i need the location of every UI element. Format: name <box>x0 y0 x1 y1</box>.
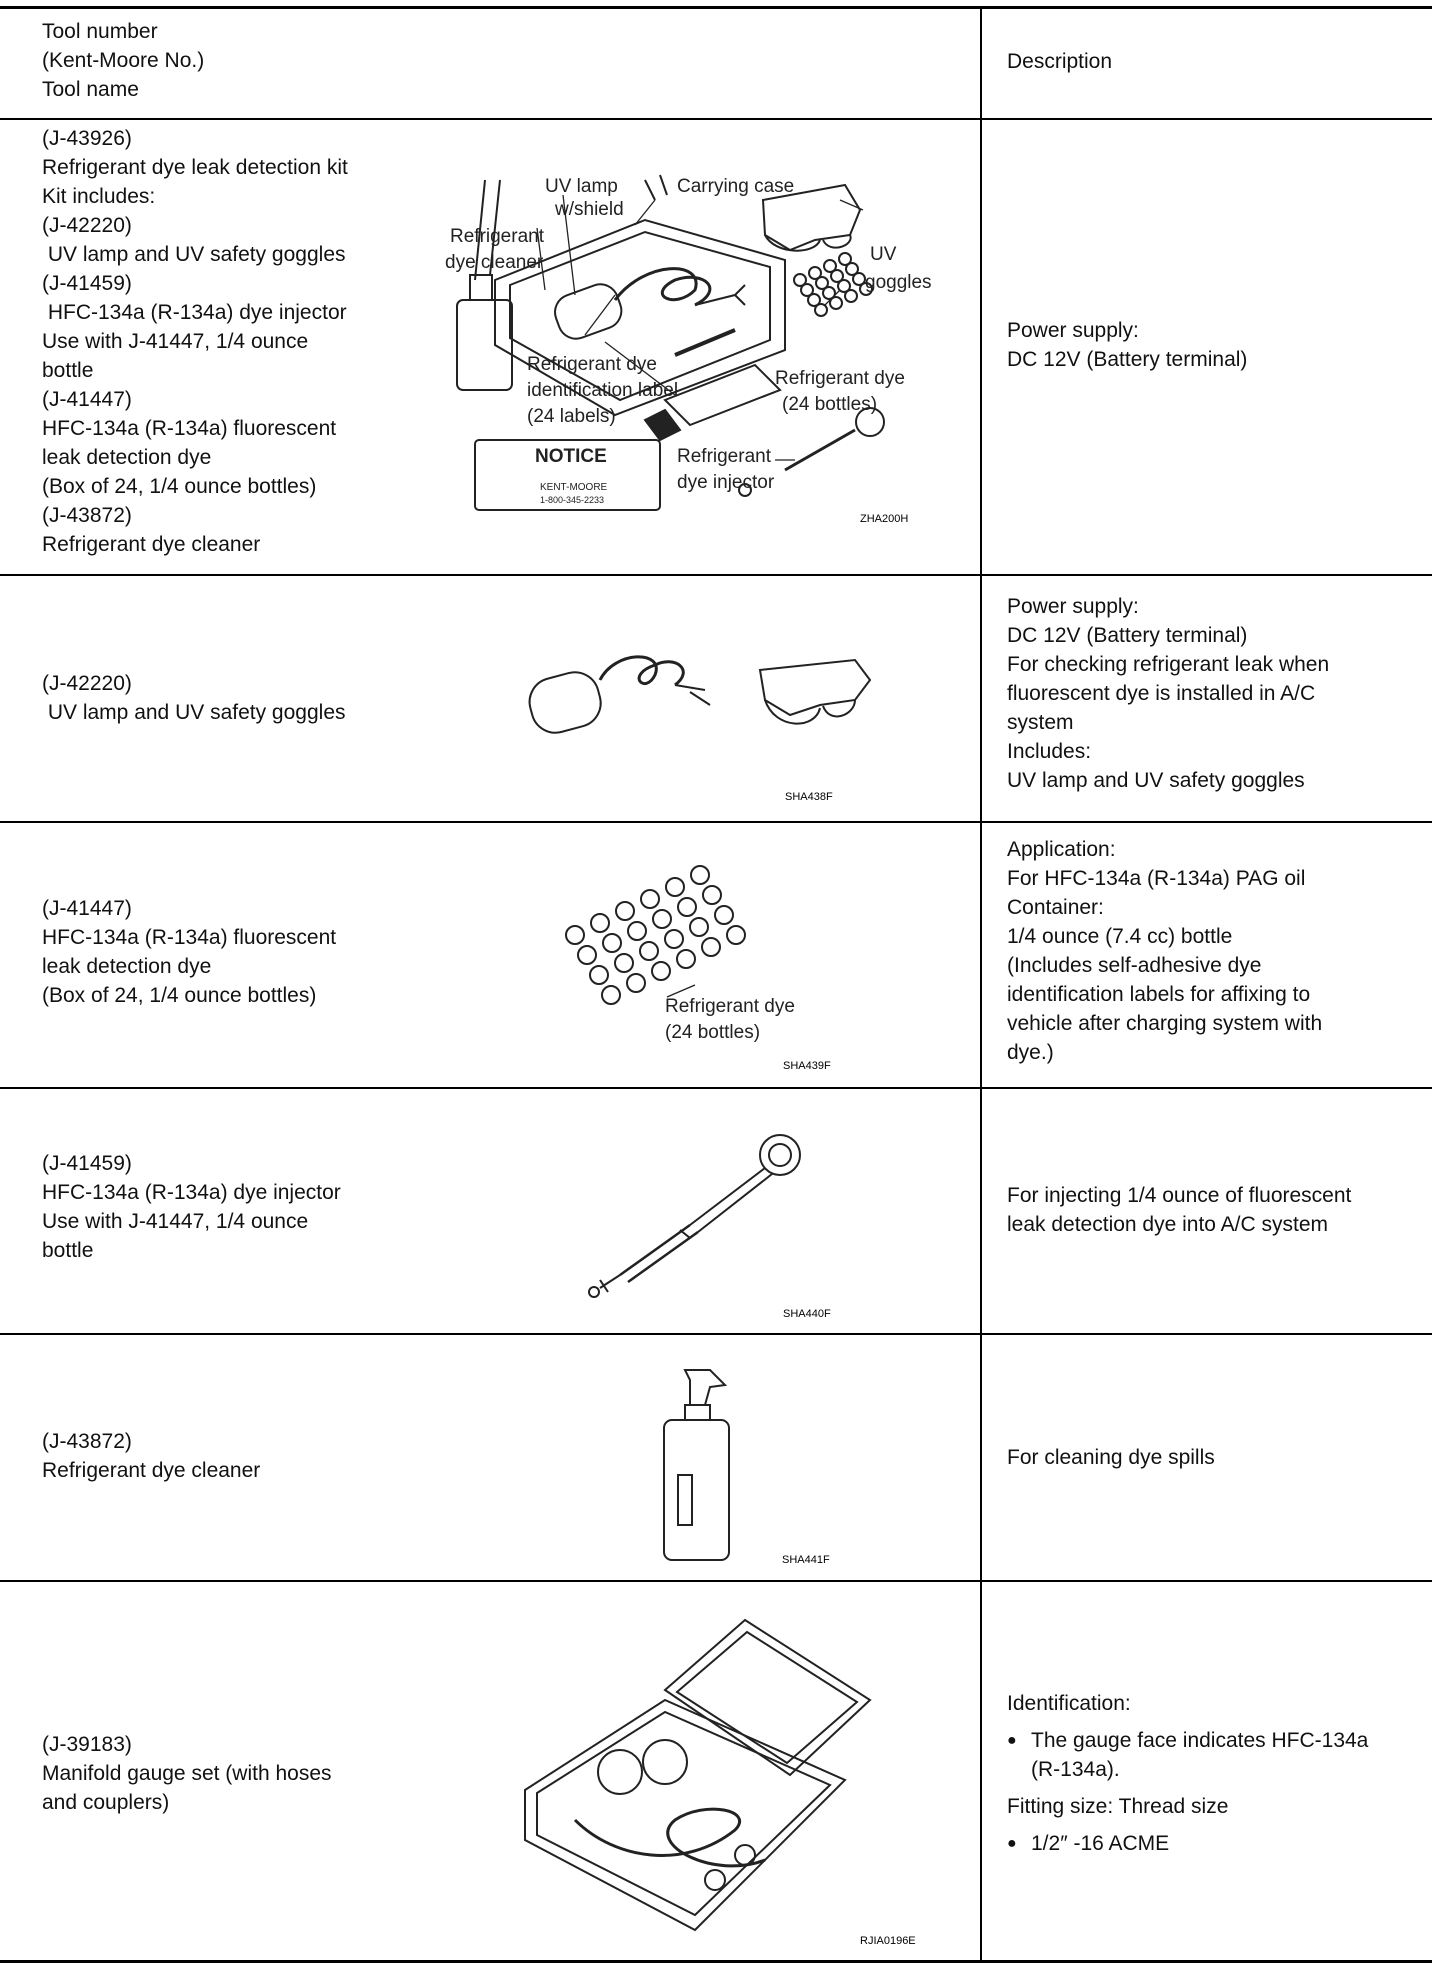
tool-line: (J-42220) <box>42 214 132 237</box>
case-lid-inner <box>677 1632 857 1763</box>
figure-code: SHA439F <box>783 1060 831 1072</box>
tool-line: UV lamp and UV safety goggles <box>42 701 346 724</box>
case-inner <box>537 1712 830 1915</box>
notice-phone: 1-800-345-2233 <box>540 495 605 505</box>
tool-line: HFC-134a (R-134a) dye injector <box>42 301 347 324</box>
label-id: Refrigerant dye <box>527 354 657 375</box>
row-2-description <box>1007 592 1417 795</box>
label-dye-2: (24 bottles) <box>782 394 878 415</box>
tool-line: Use with J-41447, 1/4 ounce <box>42 1210 309 1233</box>
dye-injector-icon <box>589 1135 800 1297</box>
high-gauge-icon <box>643 1740 687 1784</box>
row-4-description <box>1007 1181 1417 1239</box>
tool-line: (J-43872) <box>42 504 132 527</box>
row-divider <box>0 1333 1432 1335</box>
coupler <box>735 1845 755 1865</box>
tool-line: (J-41447) <box>42 388 132 411</box>
tool-line: leak detection dye <box>42 446 212 469</box>
desc-line: Container: <box>1007 896 1104 919</box>
battery-clip-icon <box>675 685 710 705</box>
desc-line: identification labels for affixing to <box>1007 983 1311 1006</box>
tool-line: and couplers) <box>42 1791 170 1814</box>
figure-code: ZHA200H <box>860 513 909 525</box>
tool-line: (J-41447) <box>42 897 132 920</box>
bullet-item <box>1007 1829 1417 1858</box>
manifold-gauge-set-figure <box>515 1610 950 1950</box>
header-tool-line: (Kent-Moore No.) <box>42 49 205 72</box>
tool-line: Use with J-41447, 1/4 ounce <box>42 330 309 353</box>
row-divider <box>0 821 1432 823</box>
desc-line: For HFC-134a (R-134a) PAG oil <box>1007 867 1306 890</box>
desc-line: leak detection dye into A/C system <box>1007 1213 1328 1236</box>
tool-line: UV lamp and UV safety goggles <box>42 243 346 266</box>
dye-cleaner-figure <box>650 1365 830 1575</box>
tool-line: Refrigerant dye cleaner <box>42 533 261 556</box>
tool-line: Kit includes: <box>42 185 156 208</box>
desc-line: For injecting 1/4 ounce of fluorescent <box>1007 1184 1352 1207</box>
label-id-3: (24 labels) <box>527 406 616 427</box>
label-dye-cleaner: Refrigerant <box>450 226 544 247</box>
desc-line: Includes: <box>1007 740 1092 763</box>
tool-line: HFC-134a (R-134a) fluorescent <box>42 926 337 949</box>
row-5-description <box>1007 1443 1417 1472</box>
spray-head <box>470 275 492 300</box>
tool-line: HFC-134a (R-134a) fluorescent <box>42 417 337 440</box>
row-divider <box>0 1087 1432 1089</box>
row-3-tool <box>42 894 402 1010</box>
goggles-lenses <box>765 700 855 724</box>
row-6-tool <box>42 1730 402 1817</box>
label-uv-lamp-2: w/shield <box>555 199 624 220</box>
tool-line: (J-42220) <box>42 672 132 695</box>
desc-line: (Includes self-adhesive dye <box>1007 954 1262 977</box>
row-3-description <box>1007 835 1417 1067</box>
uv-lamp-goggles-figure <box>525 640 885 810</box>
desc-line: For cleaning dye spills <box>1007 1446 1215 1469</box>
label-id-2: identification label <box>527 380 679 401</box>
hoses-icon <box>575 1809 765 1866</box>
label-dye: Refrigerant dye <box>665 996 795 1017</box>
case-handle <box>675 330 735 355</box>
desc-line: The gauge face indicates HFC-134a <box>1031 1729 1369 1752</box>
tool-line: (Box of 24, 1/4 ounce bottles) <box>42 475 317 498</box>
desc-line: 1/2″ -16 ACME <box>1031 1832 1170 1855</box>
dye-bottles-icon <box>566 866 745 1004</box>
tool-line: (J-39183) <box>42 1733 132 1756</box>
tool-line: bottle <box>42 359 94 382</box>
header-description-label: Description <box>1007 50 1113 73</box>
desc-line: Fitting size: Thread size <box>1007 1795 1229 1818</box>
dye-injector-icon <box>785 430 855 470</box>
table-bottom-rule <box>0 1960 1432 1963</box>
tool-line: (J-41459) <box>42 272 132 295</box>
desc-line: UV lamp and UV safety goggles <box>1007 769 1305 792</box>
coupler <box>705 1870 725 1890</box>
tool-line: (J-43926) <box>42 127 132 150</box>
row-1-tool <box>42 124 402 559</box>
label-dye: Refrigerant dye <box>775 368 905 389</box>
figure-code: SHA438F <box>785 791 833 803</box>
label-carrying-case: Carrying case <box>677 176 795 197</box>
label-dye-2: (24 bottles) <box>665 1022 761 1043</box>
column-divider <box>980 6 982 1963</box>
tool-line: HFC-134a (R-134a) dye injector <box>42 1181 341 1204</box>
label-goggles-2: goggles <box>865 272 932 293</box>
desc-line: 1/4 ounce (7.4 cc) bottle <box>1007 925 1233 948</box>
lamp-cable-icon <box>615 269 710 305</box>
bullet-item <box>1007 1726 1417 1784</box>
row-1-description <box>1007 316 1417 374</box>
dye-bottles-figure <box>555 855 885 1080</box>
notice-title: NOTICE <box>535 446 607 467</box>
tool-line: Refrigerant dye cleaner <box>42 1459 261 1482</box>
case-lid-icon <box>665 1620 870 1775</box>
figure-code: RJIA0196E <box>860 1935 916 1947</box>
desc-line: dye.) <box>1007 1041 1054 1064</box>
label-goggles: UV <box>870 244 897 265</box>
case-lid-right <box>645 175 667 200</box>
desc-line: Power supply: <box>1007 595 1139 618</box>
desc-line: Identification: <box>1007 1692 1131 1715</box>
figure-code: SHA440F <box>783 1308 831 1320</box>
desc-line: Application: <box>1007 838 1116 861</box>
header-tool-line: Tool name <box>42 78 139 101</box>
row-2-tool <box>42 669 402 727</box>
desc-line: fluorescent dye is installed in A/C <box>1007 682 1316 705</box>
row-divider <box>0 118 1432 120</box>
desc-line: Power supply: <box>1007 319 1139 342</box>
label-dye-cleaner-2: dye cleaner <box>445 252 544 273</box>
row-divider <box>0 574 1432 576</box>
tool-line: (J-41459) <box>42 1152 132 1175</box>
dye-injector-figure <box>580 1120 880 1325</box>
row-4-tool <box>42 1149 402 1265</box>
header-tool-column <box>42 17 402 104</box>
uv-lamp-icon <box>550 279 626 344</box>
tool-line: (J-43872) <box>42 1430 132 1453</box>
low-gauge-icon <box>598 1750 642 1794</box>
notice-brand: KENT-MOORE <box>540 482 608 493</box>
tool-line: Refrigerant dye leak detection kit <box>42 156 348 179</box>
desc-line: vehicle after charging system with <box>1007 1012 1323 1035</box>
leak-detection-kit-figure <box>445 160 945 540</box>
label-pointer <box>645 410 680 440</box>
desc-line: For checking refrigerant leak when <box>1007 653 1330 676</box>
desc-line: (R-134a). <box>1031 1758 1120 1781</box>
uv-lamp-icon <box>524 667 606 738</box>
dye-bottles-icon <box>794 253 872 316</box>
dye-cleaner-bottle-icon <box>457 300 512 390</box>
tool-line: (Box of 24, 1/4 ounce bottles) <box>42 984 317 1007</box>
header-description-column <box>1007 47 1417 76</box>
desc-line: DC 12V (Battery terminal) <box>1007 348 1248 371</box>
bullet-dot-icon: ● <box>1007 1835 1017 1852</box>
tool-line: leak detection dye <box>42 955 212 978</box>
desc-line: DC 12V (Battery terminal) <box>1007 624 1248 647</box>
row-5-tool <box>42 1427 402 1485</box>
bullet-dot-icon: ● <box>1007 1732 1017 1749</box>
label-injector-2: dye injector <box>677 472 775 493</box>
dye-cleaner-bottle-icon <box>664 1370 729 1560</box>
tool-line: Manifold gauge set (with hoses <box>42 1762 332 1785</box>
table-top-rule <box>0 6 1432 9</box>
row-6-description <box>1007 1689 1417 1858</box>
row-divider <box>0 1580 1432 1582</box>
header-tool-line: Tool number <box>42 20 158 43</box>
tool-line: bottle <box>42 1239 94 1262</box>
figure-code: SHA441F <box>782 1554 830 1566</box>
desc-line: system <box>1007 711 1074 734</box>
label-injector: Refrigerant <box>677 446 771 467</box>
lamp-cable-icon <box>600 657 683 685</box>
label-uv-lamp: UV lamp <box>545 176 618 197</box>
